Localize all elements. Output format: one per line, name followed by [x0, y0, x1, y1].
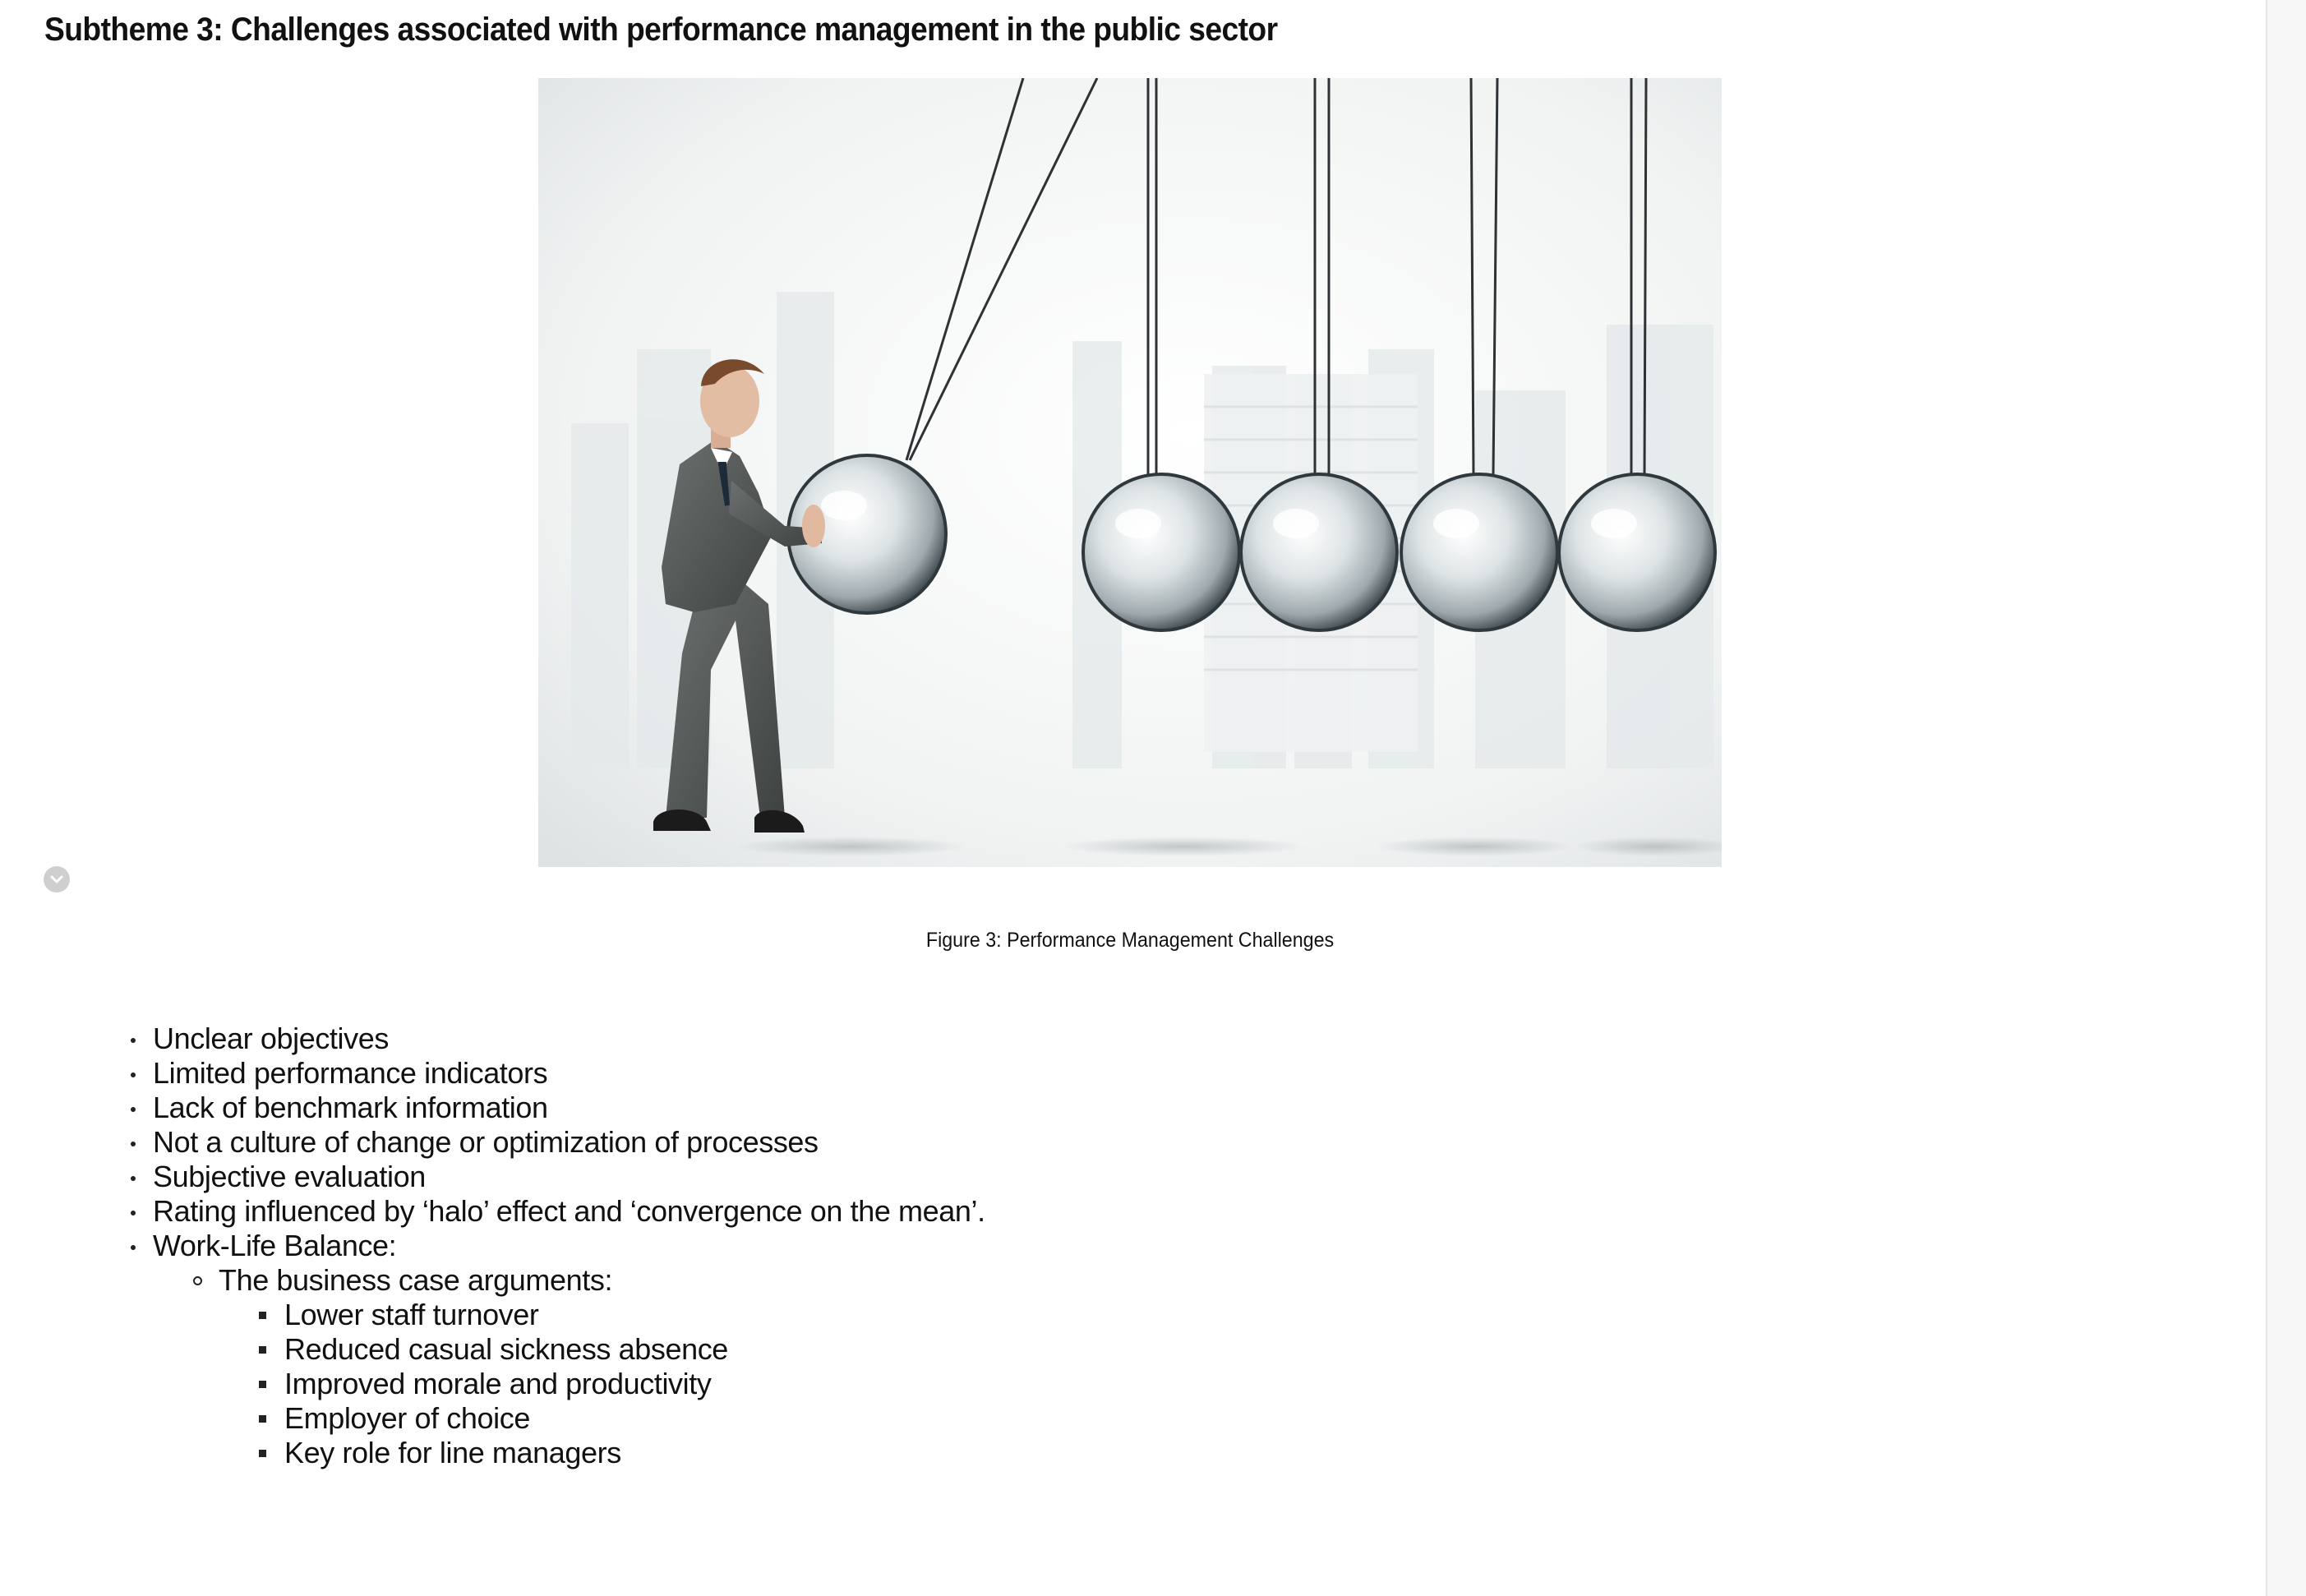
list-item: Unclear objectives: [153, 1022, 985, 1056]
list-item-label: Work-Life Balance:: [153, 1229, 397, 1262]
sub-sub-list-item: Employer of choice: [284, 1401, 985, 1436]
list-item: Rating influenced by ‘halo’ effect and ‘convergence on the mean’.: [153, 1194, 985, 1228]
sub-sub-list: [284, 1298, 985, 1470]
sub-list: [219, 1263, 985, 1470]
vertical-scrollbar[interactable]: [2266, 0, 2306, 1596]
list-item: Limited performance indicators: [153, 1056, 985, 1091]
sub-sub-list-item: Improved morale and productivity: [284, 1367, 985, 1401]
sub-sub-list-item: Lower staff turnover: [284, 1298, 985, 1332]
sub-list-item: [219, 1263, 985, 1470]
page-title: Subtheme 3: Challenges associated with performance management in the public sector: [44, 12, 1278, 48]
sub-sub-list-item: Key role for line managers: [284, 1436, 985, 1470]
list-item-work-life-balance: [153, 1229, 985, 1470]
list-item: Subjective evaluation: [153, 1160, 985, 1194]
chevron-down-icon: [44, 866, 70, 893]
challenges-list: [153, 1022, 985, 1470]
list-item: Lack of benchmark information: [153, 1091, 985, 1125]
sub-sub-list-item: Reduced casual sickness absence: [284, 1332, 985, 1367]
list-item: Not a culture of change or optimization of processes: [153, 1125, 985, 1160]
figure-caption: Figure 3: Performance Management Challenges: [925, 929, 1335, 952]
sub-list-item-label: The business case arguments:: [219, 1263, 613, 1297]
collapse-toggle-button[interactable]: [44, 866, 70, 893]
figure-image: [538, 78, 1722, 867]
